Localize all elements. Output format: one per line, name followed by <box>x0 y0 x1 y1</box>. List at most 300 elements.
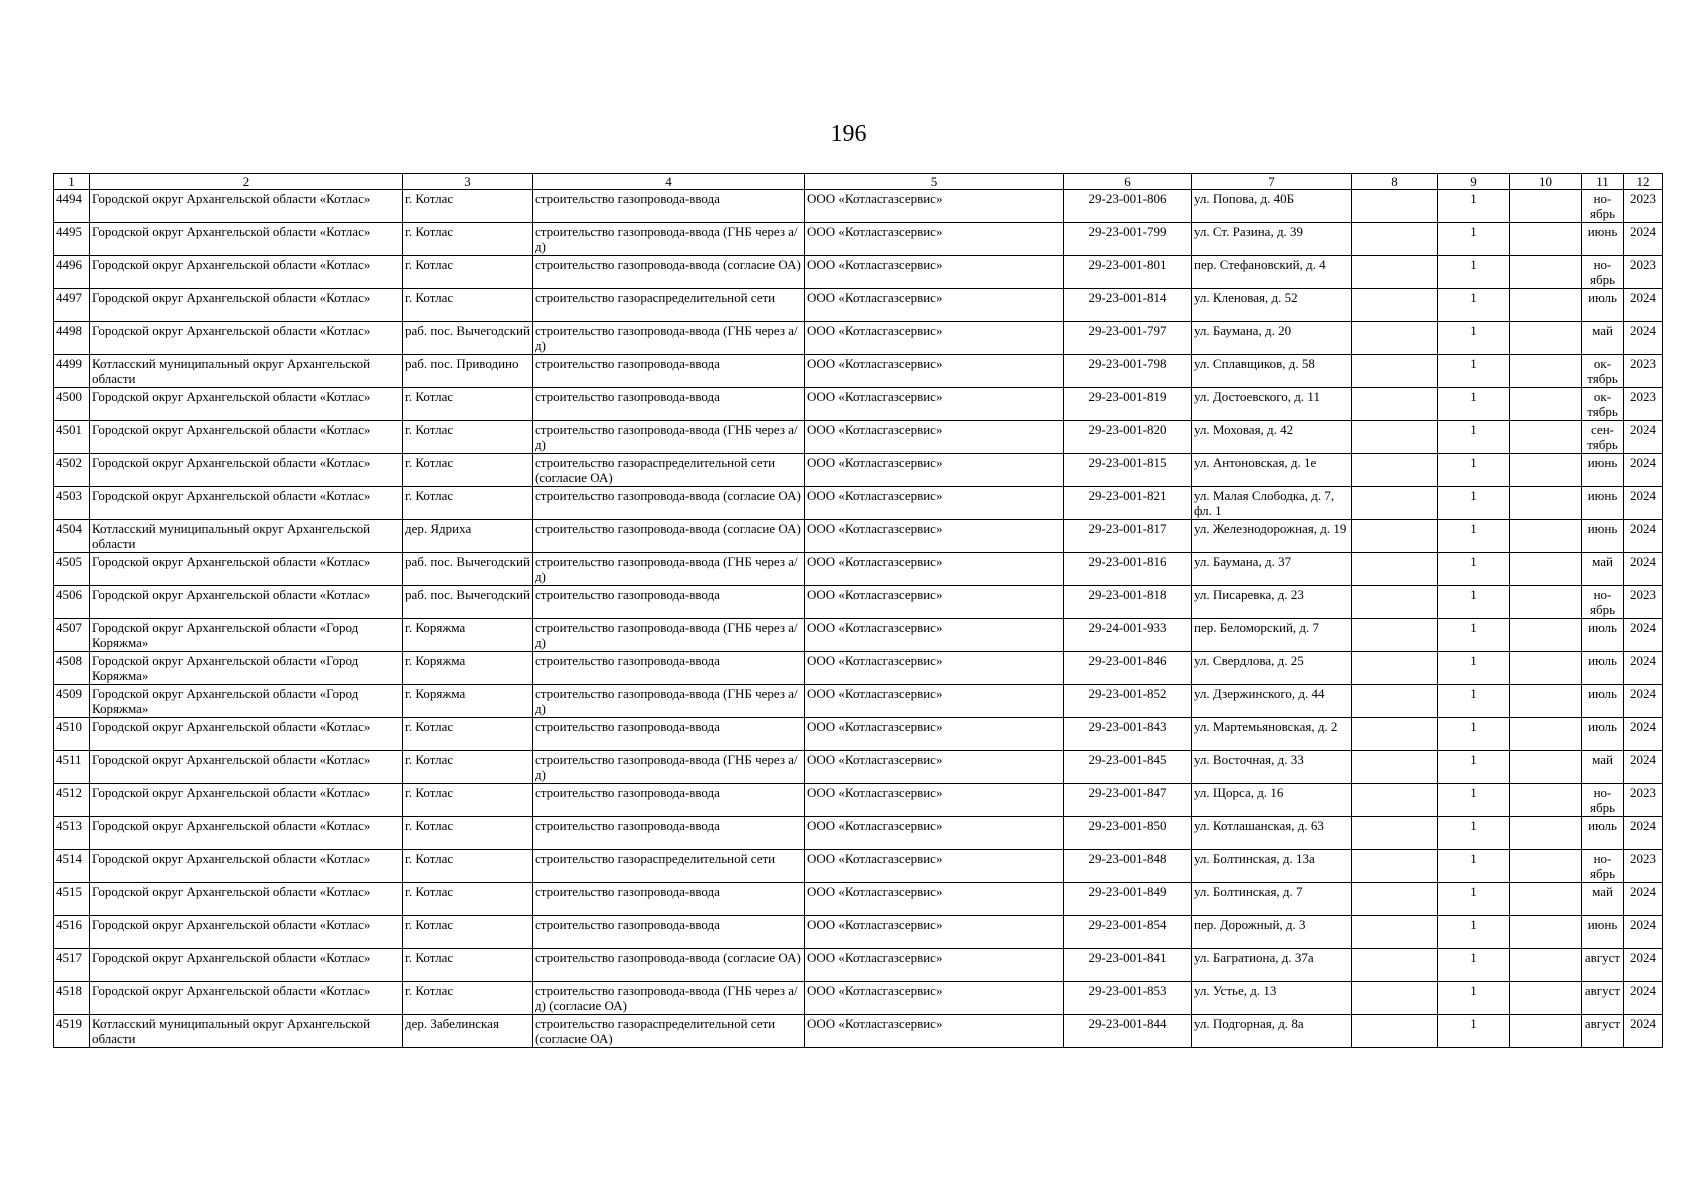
address-cell: пер. Стефановский, д. 4 <box>1192 256 1352 289</box>
locality-cell: г. Котлас <box>403 751 533 784</box>
year-cell: 2023 <box>1624 388 1663 421</box>
work-type-cell: строительство газопровода-ввода (ГНБ через а/д) <box>533 223 805 256</box>
quantity-cell: 1 <box>1438 289 1510 322</box>
row-number-cell: 4504 <box>54 520 90 553</box>
column-10-cell <box>1510 355 1582 388</box>
object-code-cell: 29-23-001-843 <box>1064 718 1192 751</box>
locality-cell: раб. пос. Вычегодский <box>403 322 533 355</box>
column-header: 8 <box>1352 174 1438 190</box>
row-number-cell: 4499 <box>54 355 90 388</box>
work-type-cell: строительство газопровода-ввода <box>533 718 805 751</box>
address-cell: ул. Болтинская, д. 7 <box>1192 883 1352 916</box>
organization-cell: ООО «Котласгазсервис» <box>805 619 1064 652</box>
organization-cell: ООО «Котласгазсервис» <box>805 223 1064 256</box>
organization-cell: ООО «Котласгазсервис» <box>805 520 1064 553</box>
month-cell: июль <box>1582 718 1624 751</box>
address-cell: ул. Достоевского, д. 11 <box>1192 388 1352 421</box>
year-cell: 2024 <box>1624 751 1663 784</box>
year-cell: 2023 <box>1624 850 1663 883</box>
column-header: 9 <box>1438 174 1510 190</box>
table-row <box>54 454 1663 487</box>
column-8-cell <box>1352 322 1438 355</box>
year-cell: 2024 <box>1624 949 1663 982</box>
row-number-cell: 4496 <box>54 256 90 289</box>
quantity-cell: 1 <box>1438 718 1510 751</box>
object-code-cell: 29-23-001-853 <box>1064 982 1192 1015</box>
month-cell: но-ябрь <box>1582 190 1624 223</box>
quantity-cell: 1 <box>1438 553 1510 586</box>
organization-cell: ООО «Котласгазсервис» <box>805 751 1064 784</box>
column-10-cell <box>1510 223 1582 256</box>
district-cell: Городской округ Архангельской области «Котлас» <box>90 256 403 289</box>
month-cell: ок-тябрь <box>1582 388 1624 421</box>
district-cell: Городской округ Архангельской области «Котлас» <box>90 718 403 751</box>
address-cell: ул. Котлашанская, д. 63 <box>1192 817 1352 850</box>
register-table <box>53 173 1663 1048</box>
year-cell: 2024 <box>1624 289 1663 322</box>
address-cell: ул. Баумана, д. 20 <box>1192 322 1352 355</box>
locality-cell: г. Котлас <box>403 454 533 487</box>
year-cell: 2024 <box>1624 223 1663 256</box>
month-cell: но-ябрь <box>1582 784 1624 817</box>
column-8-cell <box>1352 289 1438 322</box>
locality-cell: г. Коряжма <box>403 652 533 685</box>
district-cell: Городской округ Архангельской области «Котлас» <box>90 289 403 322</box>
column-header: 4 <box>533 174 805 190</box>
object-code-cell: 29-23-001-848 <box>1064 850 1192 883</box>
locality-cell: г. Котлас <box>403 256 533 289</box>
column-header: 2 <box>90 174 403 190</box>
organization-cell: ООО «Котласгазсервис» <box>805 553 1064 586</box>
column-10-cell <box>1510 916 1582 949</box>
table-row <box>54 355 1663 388</box>
object-code-cell: 29-23-001-817 <box>1064 520 1192 553</box>
locality-cell: г. Котлас <box>403 982 533 1015</box>
organization-cell: ООО «Котласгазсервис» <box>805 190 1064 223</box>
locality-cell: г. Котлас <box>403 487 533 520</box>
year-cell: 2024 <box>1624 553 1663 586</box>
address-cell: ул. Сплавщиков, д. 58 <box>1192 355 1352 388</box>
column-10-cell <box>1510 190 1582 223</box>
organization-cell: ООО «Котласгазсервис» <box>805 388 1064 421</box>
column-8-cell <box>1352 718 1438 751</box>
locality-cell: раб. пос. Приводино <box>403 355 533 388</box>
table-row <box>54 784 1663 817</box>
quantity-cell: 1 <box>1438 454 1510 487</box>
organization-cell: ООО «Котласгазсервис» <box>805 982 1064 1015</box>
month-cell: май <box>1582 553 1624 586</box>
work-type-cell: строительство газопровода-ввода <box>533 586 805 619</box>
row-number-cell: 4511 <box>54 751 90 784</box>
column-10-cell <box>1510 487 1582 520</box>
month-cell: июнь <box>1582 454 1624 487</box>
column-8-cell <box>1352 553 1438 586</box>
year-cell: 2024 <box>1624 718 1663 751</box>
table-row <box>54 190 1663 223</box>
column-10-cell <box>1510 850 1582 883</box>
locality-cell: раб. пос. Вычегодский <box>403 586 533 619</box>
quantity-cell: 1 <box>1438 487 1510 520</box>
column-8-cell <box>1352 619 1438 652</box>
year-cell: 2024 <box>1624 322 1663 355</box>
organization-cell: ООО «Котласгазсервис» <box>805 817 1064 850</box>
work-type-cell: строительство газопровода-ввода <box>533 190 805 223</box>
year-cell: 2023 <box>1624 355 1663 388</box>
district-cell: Городской округ Архангельской области «Котлас» <box>90 784 403 817</box>
table-row <box>54 718 1663 751</box>
row-number-cell: 4514 <box>54 850 90 883</box>
work-type-cell: строительство газопровода-ввода (ГНБ через а/д) <box>533 685 805 718</box>
work-type-cell: строительство газопровода-ввода (ГНБ через а/д) (согласие ОА) <box>533 982 805 1015</box>
row-number-cell: 4507 <box>54 619 90 652</box>
row-number-cell: 4505 <box>54 553 90 586</box>
address-cell: ул. Малая Слободка, д. 7, фл. 1 <box>1192 487 1352 520</box>
address-cell: пер. Дорожный, д. 3 <box>1192 916 1352 949</box>
month-cell: июнь <box>1582 223 1624 256</box>
column-header: 11 <box>1582 174 1624 190</box>
quantity-cell: 1 <box>1438 388 1510 421</box>
work-type-cell: строительство газопровода-ввода <box>533 883 805 916</box>
work-type-cell: строительство газопровода-ввода <box>533 388 805 421</box>
column-8-cell <box>1352 388 1438 421</box>
locality-cell: г. Котлас <box>403 223 533 256</box>
table-row <box>54 652 1663 685</box>
quantity-cell: 1 <box>1438 223 1510 256</box>
work-type-cell: строительство газопровода-ввода (ГНБ через а/д) <box>533 619 805 652</box>
column-8-cell <box>1352 520 1438 553</box>
quantity-cell: 1 <box>1438 982 1510 1015</box>
address-cell: ул. Баумана, д. 37 <box>1192 553 1352 586</box>
month-cell: сен-тябрь <box>1582 421 1624 454</box>
year-cell: 2024 <box>1624 652 1663 685</box>
organization-cell: ООО «Котласгазсервис» <box>805 916 1064 949</box>
organization-cell: ООО «Котласгазсервис» <box>805 289 1064 322</box>
column-header: 7 <box>1192 174 1352 190</box>
table-row <box>54 223 1663 256</box>
row-number-cell: 4518 <box>54 982 90 1015</box>
address-cell: ул. Кленовая, д. 52 <box>1192 289 1352 322</box>
organization-cell: ООО «Котласгазсервис» <box>805 652 1064 685</box>
address-cell: ул. Устье, д. 13 <box>1192 982 1352 1015</box>
column-8-cell <box>1352 685 1438 718</box>
object-code-cell: 29-23-001-799 <box>1064 223 1192 256</box>
locality-cell: г. Котлас <box>403 916 533 949</box>
row-number-cell: 4501 <box>54 421 90 454</box>
table-row <box>54 586 1663 619</box>
locality-cell: раб. пос. Вычегодский <box>403 553 533 586</box>
object-code-cell: 29-23-001-816 <box>1064 553 1192 586</box>
column-10-cell <box>1510 652 1582 685</box>
work-type-cell: строительство газопровода-ввода (ГНБ через а/д) <box>533 322 805 355</box>
district-cell: Городской округ Архангельской области «Котлас» <box>90 751 403 784</box>
district-cell: Городской округ Архангельской области «Котлас» <box>90 916 403 949</box>
address-cell: ул. Щорса, д. 16 <box>1192 784 1352 817</box>
quantity-cell: 1 <box>1438 355 1510 388</box>
quantity-cell: 1 <box>1438 949 1510 982</box>
column-10-cell <box>1510 520 1582 553</box>
district-cell: Городской округ Архангельской области «Котлас» <box>90 553 403 586</box>
organization-cell: ООО «Котласгазсервис» <box>805 322 1064 355</box>
column-10-cell <box>1510 256 1582 289</box>
locality-cell: г. Котлас <box>403 949 533 982</box>
column-10-cell <box>1510 784 1582 817</box>
table-row <box>54 1015 1663 1048</box>
year-cell: 2024 <box>1624 487 1663 520</box>
organization-cell: ООО «Котласгазсервис» <box>805 883 1064 916</box>
column-8-cell <box>1352 883 1438 916</box>
district-cell: Городской округ Архангельской области «Котлас» <box>90 421 403 454</box>
column-header: 6 <box>1064 174 1192 190</box>
column-8-cell <box>1352 586 1438 619</box>
quantity-cell: 1 <box>1438 520 1510 553</box>
address-cell: ул. Подгорная, д. 8а <box>1192 1015 1352 1048</box>
month-cell: июль <box>1582 289 1624 322</box>
column-10-cell <box>1510 619 1582 652</box>
address-cell: ул. Мартемьяновская, д. 2 <box>1192 718 1352 751</box>
column-10-cell <box>1510 685 1582 718</box>
row-number-cell: 4503 <box>54 487 90 520</box>
work-type-cell: строительство газопровода-ввода <box>533 355 805 388</box>
row-number-cell: 4495 <box>54 223 90 256</box>
column-10-cell <box>1510 751 1582 784</box>
organization-cell: ООО «Котласгазсервис» <box>805 454 1064 487</box>
month-cell: май <box>1582 883 1624 916</box>
row-number-cell: 4517 <box>54 949 90 982</box>
year-cell: 2023 <box>1624 586 1663 619</box>
row-number-cell: 4498 <box>54 322 90 355</box>
quantity-cell: 1 <box>1438 619 1510 652</box>
district-cell: Городской округ Архангельской области «Котлас» <box>90 454 403 487</box>
object-code-cell: 29-23-001-801 <box>1064 256 1192 289</box>
column-header: 1 <box>54 174 90 190</box>
month-cell: август <box>1582 982 1624 1015</box>
table-row <box>54 817 1663 850</box>
table-row <box>54 553 1663 586</box>
column-header: 10 <box>1510 174 1582 190</box>
district-cell: Городской округ Архангельской области «Котлас» <box>90 487 403 520</box>
district-cell: Котласский муниципальный округ Архангельской области <box>90 1015 403 1048</box>
quantity-cell: 1 <box>1438 1015 1510 1048</box>
quantity-cell: 1 <box>1438 916 1510 949</box>
work-type-cell: строительство газораспределительной сети (согласие ОА) <box>533 454 805 487</box>
column-8-cell <box>1352 982 1438 1015</box>
organization-cell: ООО «Котласгазсервис» <box>805 1015 1064 1048</box>
row-number-cell: 4497 <box>54 289 90 322</box>
column-8-cell <box>1352 421 1438 454</box>
year-cell: 2024 <box>1624 916 1663 949</box>
column-10-cell <box>1510 949 1582 982</box>
district-cell: Котласский муниципальный округ Архангельской области <box>90 520 403 553</box>
object-code-cell: 29-23-001-845 <box>1064 751 1192 784</box>
object-code-cell: 29-23-001-806 <box>1064 190 1192 223</box>
column-8-cell <box>1352 355 1438 388</box>
year-cell: 2024 <box>1624 520 1663 553</box>
column-8-cell <box>1352 817 1438 850</box>
table-row <box>54 487 1663 520</box>
column-8-cell <box>1352 949 1438 982</box>
work-type-cell: строительство газопровода-ввода (ГНБ через а/д) <box>533 553 805 586</box>
district-cell: Городской округ Архангельской области «Котлас» <box>90 322 403 355</box>
quantity-cell: 1 <box>1438 751 1510 784</box>
column-10-cell <box>1510 454 1582 487</box>
column-10-cell <box>1510 1015 1582 1048</box>
district-cell: Городской округ Архангельской области «Котлас» <box>90 586 403 619</box>
address-cell: ул. Ст. Разина, д. 39 <box>1192 223 1352 256</box>
address-cell: ул. Дзержинского, д. 44 <box>1192 685 1352 718</box>
locality-cell: г. Котлас <box>403 817 533 850</box>
table-row <box>54 883 1663 916</box>
year-cell: 2024 <box>1624 454 1663 487</box>
work-type-cell: строительство газопровода-ввода (согласие ОА) <box>533 487 805 520</box>
locality-cell: г. Котлас <box>403 784 533 817</box>
organization-cell: ООО «Котласгазсервис» <box>805 718 1064 751</box>
district-cell: Городской округ Архангельской области «Котлас» <box>90 949 403 982</box>
column-10-cell <box>1510 289 1582 322</box>
district-cell: Городской округ Архангельской области «Котлас» <box>90 388 403 421</box>
object-code-cell: 29-23-001-821 <box>1064 487 1192 520</box>
organization-cell: ООО «Котласгазсервис» <box>805 586 1064 619</box>
work-type-cell: строительство газораспределительной сети <box>533 850 805 883</box>
organization-cell: ООО «Котласгазсервис» <box>805 850 1064 883</box>
table-row <box>54 421 1663 454</box>
quantity-cell: 1 <box>1438 190 1510 223</box>
table-row <box>54 322 1663 355</box>
column-10-cell <box>1510 388 1582 421</box>
object-code-cell: 29-23-001-798 <box>1064 355 1192 388</box>
column-8-cell <box>1352 916 1438 949</box>
table-row <box>54 916 1663 949</box>
district-cell: Городской округ Архангельской области «Котлас» <box>90 883 403 916</box>
organization-cell: ООО «Котласгазсервис» <box>805 355 1064 388</box>
work-type-cell: строительство газопровода-ввода (согласие ОА) <box>533 520 805 553</box>
district-cell: Городской округ Архангельской области «Котлас» <box>90 190 403 223</box>
work-type-cell: строительство газопровода-ввода (согласие ОА) <box>533 256 805 289</box>
column-10-cell <box>1510 817 1582 850</box>
month-cell: август <box>1582 1015 1624 1048</box>
organization-cell: ООО «Котласгазсервис» <box>805 487 1064 520</box>
column-8-cell <box>1352 223 1438 256</box>
month-cell: но-ябрь <box>1582 586 1624 619</box>
work-type-cell: строительство газопровода-ввода <box>533 916 805 949</box>
organization-cell: ООО «Котласгазсервис» <box>805 256 1064 289</box>
table-row <box>54 619 1663 652</box>
month-cell: ок-тябрь <box>1582 355 1624 388</box>
address-cell: ул. Восточная, д. 33 <box>1192 751 1352 784</box>
month-cell: июль <box>1582 685 1624 718</box>
row-number-cell: 4500 <box>54 388 90 421</box>
year-cell: 2024 <box>1624 421 1663 454</box>
table-row <box>54 751 1663 784</box>
address-cell: ул. Писаревка, д. 23 <box>1192 586 1352 619</box>
object-code-cell: 29-23-001-854 <box>1064 916 1192 949</box>
row-number-cell: 4502 <box>54 454 90 487</box>
locality-cell: г. Коряжма <box>403 685 533 718</box>
month-cell: июль <box>1582 619 1624 652</box>
locality-cell: г. Котлас <box>403 190 533 223</box>
page-number: 196 <box>830 121 867 147</box>
object-code-cell: 29-23-001-846 <box>1064 652 1192 685</box>
district-cell: Котласский муниципальный округ Архангельской области <box>90 355 403 388</box>
organization-cell: ООО «Котласгазсервис» <box>805 784 1064 817</box>
object-code-cell: 29-23-001-850 <box>1064 817 1192 850</box>
district-cell: Городской округ Архангельской области «Город Коряжма» <box>90 685 403 718</box>
year-cell: 2024 <box>1624 1015 1663 1048</box>
row-number-cell: 4508 <box>54 652 90 685</box>
quantity-cell: 1 <box>1438 256 1510 289</box>
object-code-cell: 29-23-001-849 <box>1064 883 1192 916</box>
address-cell: ул. Болтинская, д. 13а <box>1192 850 1352 883</box>
work-type-cell: строительство газопровода-ввода (ГНБ через а/д) <box>533 421 805 454</box>
column-8-cell <box>1352 751 1438 784</box>
locality-cell: г. Котлас <box>403 289 533 322</box>
district-cell: Городской округ Архангельской области «Котлас» <box>90 817 403 850</box>
table-row <box>54 850 1663 883</box>
quantity-cell: 1 <box>1438 652 1510 685</box>
district-cell: Городской округ Архангельской области «Город Коряжма» <box>90 652 403 685</box>
quantity-cell: 1 <box>1438 817 1510 850</box>
year-cell: 2023 <box>1624 784 1663 817</box>
column-10-cell <box>1510 322 1582 355</box>
work-type-cell: строительство газопровода-ввода <box>533 652 805 685</box>
locality-cell: г. Коряжма <box>403 619 533 652</box>
month-cell: август <box>1582 949 1624 982</box>
object-code-cell: 29-23-001-814 <box>1064 289 1192 322</box>
month-cell: май <box>1582 322 1624 355</box>
month-cell: июль <box>1582 652 1624 685</box>
object-code-cell: 29-23-001-847 <box>1064 784 1192 817</box>
object-code-cell: 29-23-001-841 <box>1064 949 1192 982</box>
year-cell: 2024 <box>1624 619 1663 652</box>
address-cell: ул. Железнодорожная, д. 19 <box>1192 520 1352 553</box>
month-cell: июль <box>1582 817 1624 850</box>
table-row <box>54 388 1663 421</box>
address-cell: ул. Моховая, д. 42 <box>1192 421 1352 454</box>
object-code-cell: 29-23-001-818 <box>1064 586 1192 619</box>
row-number-cell: 4510 <box>54 718 90 751</box>
row-number-cell: 4509 <box>54 685 90 718</box>
year-cell: 2024 <box>1624 982 1663 1015</box>
column-10-cell <box>1510 586 1582 619</box>
year-cell: 2024 <box>1624 817 1663 850</box>
column-8-cell <box>1352 190 1438 223</box>
district-cell: Городской округ Архангельской области «Город Коряжма» <box>90 619 403 652</box>
locality-cell: г. Котлас <box>403 850 533 883</box>
column-8-cell <box>1352 454 1438 487</box>
column-8-cell <box>1352 487 1438 520</box>
work-type-cell: строительство газопровода-ввода (согласие ОА) <box>533 949 805 982</box>
quantity-cell: 1 <box>1438 850 1510 883</box>
column-8-cell <box>1352 256 1438 289</box>
year-cell: 2024 <box>1624 685 1663 718</box>
quantity-cell: 1 <box>1438 322 1510 355</box>
object-code-cell: 29-23-001-820 <box>1064 421 1192 454</box>
row-number-cell: 4513 <box>54 817 90 850</box>
work-type-cell: строительство газопровода-ввода <box>533 784 805 817</box>
column-header: 3 <box>403 174 533 190</box>
column-8-cell <box>1352 652 1438 685</box>
locality-cell: дер. Ядриха <box>403 520 533 553</box>
object-code-cell: 29-23-001-819 <box>1064 388 1192 421</box>
year-cell: 2023 <box>1624 190 1663 223</box>
table-row <box>54 289 1663 322</box>
year-cell: 2024 <box>1624 883 1663 916</box>
address-cell: ул. Антоновская, д. 1е <box>1192 454 1352 487</box>
locality-cell: г. Котлас <box>403 883 533 916</box>
table-row <box>54 949 1663 982</box>
register-body <box>54 190 1663 1048</box>
address-cell: ул. Свердлова, д. 25 <box>1192 652 1352 685</box>
row-number-cell: 4506 <box>54 586 90 619</box>
